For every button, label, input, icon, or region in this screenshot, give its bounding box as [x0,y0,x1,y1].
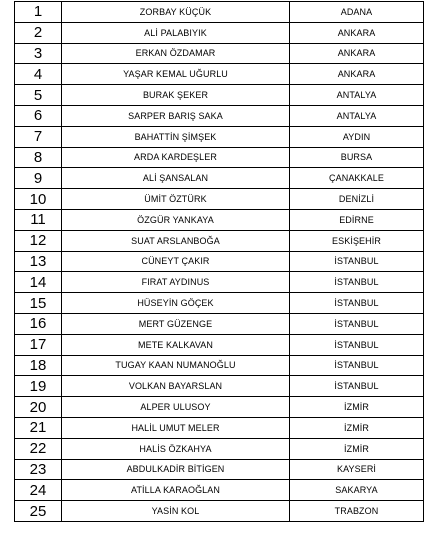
table-row [15,293,424,314]
table-row [15,64,424,85]
referee-name: ALPER ULUSOY [62,397,290,418]
row-number: 15 [15,293,62,314]
referee-city: EDİRNE [290,209,424,230]
referee-city: ADANA [290,2,424,23]
referee-name: TUGAY KAAN NUMANOĞLU [62,355,290,376]
referee-city: ANTALYA [290,85,424,106]
row-number: 6 [15,105,62,126]
referee-city: İSTANBUL [290,334,424,355]
referee-name: YAŞAR KEMAL UĞURLU [62,64,290,85]
referee-city: İSTANBUL [290,313,424,334]
referee-name: FIRAT AYDINUS [62,272,290,293]
row-number: 5 [15,85,62,106]
referee-city: ANTALYA [290,105,424,126]
referee-name: ABDULKADİR BİTİGEN [62,459,290,480]
referee-name: ÖZGÜR YANKAYA [62,209,290,230]
referee-name: METE KALKAVAN [62,334,290,355]
referee-name: ERKAN ÖZDAMAR [62,43,290,64]
row-number: 10 [15,189,62,210]
table-row [15,168,424,189]
table-row [15,272,424,293]
referee-city: TRABZON [290,501,424,522]
referee-city: İSTANBUL [290,293,424,314]
row-number: 3 [15,43,62,64]
table-body [15,2,424,522]
table-row [15,230,424,251]
row-number: 22 [15,438,62,459]
referee-city: BURSA [290,147,424,168]
referee-name: ÜMİT ÖZTÜRK [62,189,290,210]
row-number: 7 [15,126,62,147]
row-number: 21 [15,417,62,438]
table-row [15,417,424,438]
referee-name: BURAK ŞEKER [62,85,290,106]
row-number: 20 [15,397,62,418]
row-number: 24 [15,480,62,501]
referee-city: SAKARYA [290,480,424,501]
table-row [15,126,424,147]
referee-city: ESKİŞEHİR [290,230,424,251]
referee-city: İZMİR [290,417,424,438]
referee-city: KAYSERİ [290,459,424,480]
table-row [15,22,424,43]
referee-city: ÇANAKKALE [290,168,424,189]
referee-city: İZMİR [290,438,424,459]
referee-city: İSTANBUL [290,355,424,376]
referee-name: HALİS ÖZKAHYA [62,438,290,459]
table-row [15,501,424,522]
row-number: 12 [15,230,62,251]
row-number: 14 [15,272,62,293]
row-number: 23 [15,459,62,480]
table-row [15,355,424,376]
row-number: 4 [15,64,62,85]
referee-name: ZORBAY KÜÇÜK [62,2,290,23]
referee-name: HÜSEYİN GÖÇEK [62,293,290,314]
referee-city: AYDIN [290,126,424,147]
table-row [15,376,424,397]
referee-city: ANKARA [290,43,424,64]
table-row [15,85,424,106]
table-row [15,43,424,64]
referee-city: İZMİR [290,397,424,418]
referee-city: ANKARA [290,22,424,43]
row-number: 16 [15,313,62,334]
referee-city: İSTANBUL [290,251,424,272]
table-row [15,334,424,355]
table-row [15,251,424,272]
row-number: 19 [15,376,62,397]
table-row [15,147,424,168]
row-number: 18 [15,355,62,376]
referee-name: SARPER BARIŞ SAKA [62,105,290,126]
row-number: 25 [15,501,62,522]
table-row [15,2,424,23]
referee-city: İSTANBUL [290,272,424,293]
row-number: 1 [15,2,62,23]
referee-name: VOLKAN BAYARSLAN [62,376,290,397]
referee-name: ALİ PALABIYIK [62,22,290,43]
table-row [15,459,424,480]
referee-city: İSTANBUL [290,376,424,397]
table-row [15,313,424,334]
referee-city: DENİZLİ [290,189,424,210]
table-row [15,397,424,418]
referee-name: CÜNEYT ÇAKIR [62,251,290,272]
referee-name: ALİ ŞANSALAN [62,168,290,189]
referee-table [14,1,424,522]
referee-name: YASİN KOL [62,501,290,522]
table-row [15,105,424,126]
row-number: 9 [15,168,62,189]
table-row [15,480,424,501]
row-number: 2 [15,22,62,43]
table-row [15,209,424,230]
referee-city: ANKARA [290,64,424,85]
row-number: 11 [15,209,62,230]
table-row [15,189,424,210]
row-number: 8 [15,147,62,168]
referee-name: ATİLLA KARAOĞLAN [62,480,290,501]
row-number: 13 [15,251,62,272]
row-number: 17 [15,334,62,355]
referee-name: SUAT ARSLANBOĞA [62,230,290,251]
referee-name: HALİL UMUT MELER [62,417,290,438]
referee-name: ARDA KARDEŞLER [62,147,290,168]
referee-name: BAHATTİN ŞİMŞEK [62,126,290,147]
referee-name: MERT GÜZENGE [62,313,290,334]
table-row [15,438,424,459]
